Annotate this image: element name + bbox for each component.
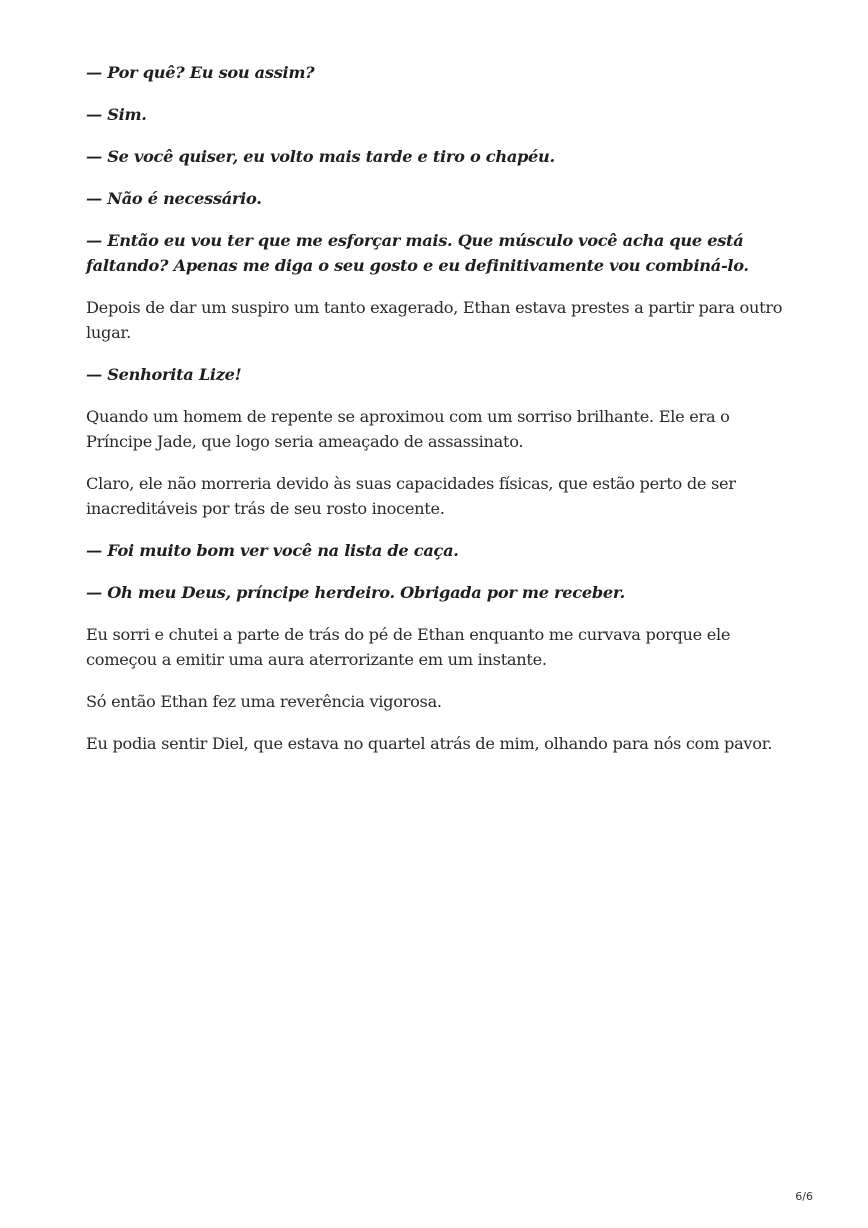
- dialogue-line: — Não é necessário.: [86, 189, 262, 208]
- narration-paragraph: Só então Ethan fez uma reverência vigorosa.: [86, 692, 442, 711]
- narration-paragraph: Eu sorri e chutei a parte de trás do pé de Ethan enquanto me curvava porque ele começou a emitir uma aura aterrorizante em um instante.: [86, 625, 731, 669]
- narration-paragraph: Depois de dar um suspiro um tanto exagerado, Ethan estava prestes a partir para outro lugar.: [86, 298, 783, 342]
- narration-paragraph: Claro, ele não morreria devido às suas capacidades físicas, que estão perto de ser inacreditáveis por trás de seu rosto inocente.: [86, 474, 736, 518]
- narration-paragraph: Quando um homem de repente se aproximou com um sorriso brilhante. Ele era o Príncipe Jade, que logo seria ameaçado de assassinato.: [86, 407, 730, 451]
- dialogue-line: — Então eu vou ter que me esforçar mais. Que músculo você acha que está faltando? Apenas me diga o seu gosto e eu definitivamente vou combiná-lo.: [86, 231, 749, 275]
- dialogue-line: — Senhorita Lize!: [86, 365, 242, 384]
- dialogue-line: — Foi muito bom ver você na lista de caça.: [86, 541, 459, 560]
- document-body: [86, 60, 798, 773]
- page-number: 6/6: [795, 1190, 813, 1203]
- dialogue-line: — Por quê? Eu sou assim?: [86, 63, 315, 82]
- dialogue-line: — Se você quiser, eu volto mais tarde e tiro o chapéu.: [86, 147, 555, 166]
- dialogue-line: — Sim.: [86, 105, 147, 124]
- dialogue-line: — Oh meu Deus, príncipe herdeiro. Obrigada por me receber.: [86, 583, 625, 602]
- narration-paragraph: Eu podia sentir Diel, que estava no quartel atrás de mim, olhando para nós com pavor.: [86, 734, 773, 753]
